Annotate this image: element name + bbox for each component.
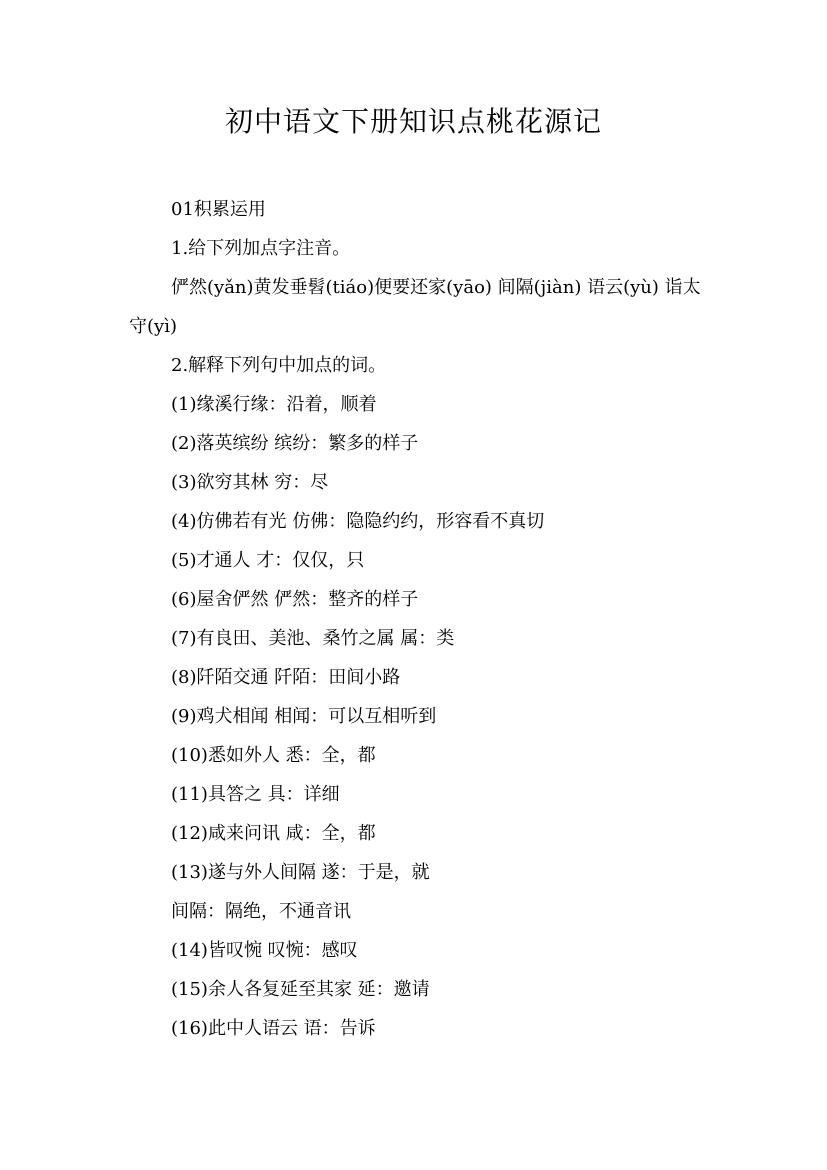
definition-item: (3)欲穷其林 穷：尽 <box>171 472 329 493</box>
definition-item: (11)具答之 具：详细 <box>171 784 340 805</box>
definition-item: (15)余人各复延至其家 延：邀请 <box>171 979 430 1000</box>
definition-item: 间隔：隔绝，不通音讯 <box>171 901 351 922</box>
definition-item: (16)此中人语云 语：告诉 <box>171 1018 376 1039</box>
definition-item: (13)遂与外人间隔 遂：于是，就 <box>171 862 430 883</box>
definition-item: (9)鸡犬相闻 相闻：可以互相听到 <box>171 706 437 727</box>
definition-item: (2)落英缤纷 缤纷：繁多的样子 <box>171 433 419 454</box>
definition-item: (8)阡陌交通 阡陌：田间小路 <box>171 667 401 688</box>
page-title: 初中语文下册知识点桃花源记 <box>224 105 602 138</box>
question-heading: 2.解释下列句中加点的词。 <box>171 355 387 376</box>
definition-item: (1)缘溪行缘：沿着，顺着 <box>171 394 377 415</box>
section-heading: 01积累运用 <box>171 199 266 220</box>
definition-item: (4)仿佛若有光 仿佛：隐隐约约，形容看不真切 <box>171 511 545 532</box>
document-body <box>129 190 709 1048</box>
definition-item: (6)屋舍俨然 俨然：整齐的样子 <box>171 589 419 610</box>
definition-item: (5)才通人 才：仅仅，只 <box>171 550 365 571</box>
definition-item: (12)咸来问讯 咸：全，都 <box>171 823 376 844</box>
question-heading: 1.给下列加点字注音。 <box>171 238 351 259</box>
definition-item: (10)悉如外人 悉：全，都 <box>171 745 376 766</box>
definition-item: (7)有良田、美池、桑竹之属 属：类 <box>171 628 455 649</box>
pronunciation-paragraph: 俨然(yǎn)黄发垂髫(tiáo)便要还家(yāo) 间隔(jiàn) 语云(yù) 诣太守(yì) <box>129 277 701 337</box>
definition-item: (14)皆叹惋 叹惋：感叹 <box>171 940 358 961</box>
